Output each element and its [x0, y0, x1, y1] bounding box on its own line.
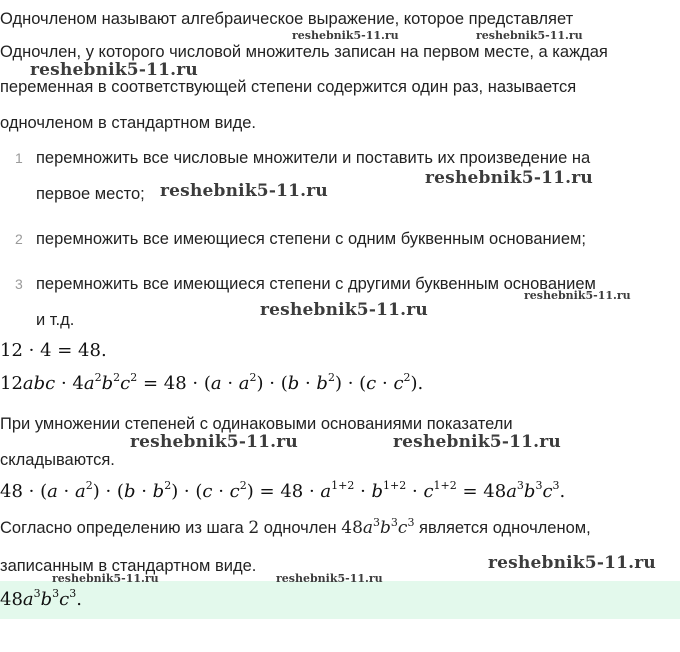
watermark: reshebnik5-11.ru	[524, 289, 631, 302]
math-numeric-product: 12 · 4 = 48.	[0, 340, 107, 361]
paragraph-conclusion-1: Согласно определению из шага 2 одночлен $48a^3b^3c^3$ является одночленом,	[0, 516, 591, 538]
watermark: reshebnik5-11.ru	[488, 553, 656, 573]
step-2-line1: перемножить все имеющиеся степени с одним буквенным основанием;	[36, 230, 586, 248]
step-1-line2: первое место;	[36, 185, 145, 203]
answer-box	[0, 581, 680, 619]
step-3-line1: перемножить все имеющиеся степени с другими буквенным основанием	[36, 275, 596, 293]
watermark: reshebnik5-11.ru	[30, 60, 198, 80]
math-grouping: $12abc \cdot 4a^2b^2c^2 = 48 \cdot (a \cdot a^2) \cdot (b \cdot b^2) \cdot (c \cdot c^2)$.	[0, 371, 424, 394]
watermark: reshebnik5-11.ru	[393, 432, 561, 452]
paragraph-exponent-rule-1: При умножении степеней с одинаковыми основаниями показатели	[0, 415, 513, 433]
paragraph-standard-form-1: Одночлен, у которого числовой множитель записан на первом месте, а каждая	[0, 43, 608, 61]
answer-formula: $48a^3b^3c^3$.	[0, 587, 82, 610]
watermark: reshebnik5-11.ru	[276, 572, 383, 585]
step-1-number: 1	[15, 150, 23, 166]
paragraph-definition: Одночленом называют алгебраическое выражение, которое представляет	[0, 10, 574, 28]
watermark: reshebnik5-11.ru	[425, 168, 593, 188]
paragraph-standard-form-2: переменная в соответствующей степени содержится один раз, называется	[0, 78, 577, 96]
paragraph-standard-form-3: одночленом в стандартном виде.	[0, 114, 257, 132]
watermark: reshebnik5-11.ru	[292, 29, 399, 42]
watermark: reshebnik5-11.ru	[160, 181, 328, 201]
paragraph-conclusion-2: записанным в стандартном виде.	[0, 557, 257, 575]
watermark: reshebnik5-11.ru	[130, 432, 298, 452]
paragraph-exponent-rule-2: складываются.	[0, 451, 115, 469]
watermark: reshebnik5-11.ru	[476, 29, 583, 42]
math-exponent-sum: $48 \cdot (a \cdot a^2) \cdot (b \cdot b^2) \cdot (c \cdot c^2) = 48 \cdot a^{1+2} \cdot b^{1+2} \cdot c^{1+2} = 48a^3b^3c^3$.	[0, 479, 566, 502]
step-1-line1: перемножить все числовые множители и поставить их произведение на	[36, 149, 591, 167]
step-2-number: 2	[15, 231, 23, 247]
step-3-line2: и т.д.	[36, 311, 75, 329]
watermark: reshebnik5-11.ru	[260, 300, 428, 320]
step-3-number: 3	[15, 276, 23, 292]
watermark: reshebnik5-11.ru	[52, 572, 159, 585]
